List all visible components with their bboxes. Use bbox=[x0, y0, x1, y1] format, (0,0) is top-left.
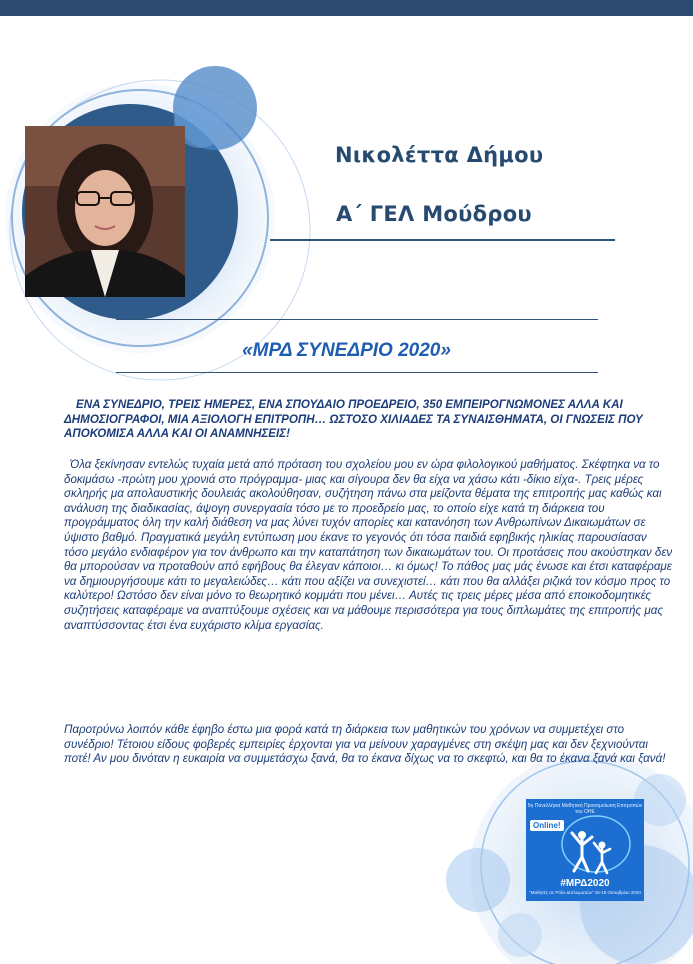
student-photo bbox=[25, 126, 185, 297]
conference-logo bbox=[526, 799, 644, 901]
title-rule-top bbox=[116, 319, 598, 320]
article-paragraph-2: Παροτρύνω λοιπόν κάθε έφηβο έστω μια φορά κατά τη διάρκεια των μαθητικών του χρόνων να συμμετέχει στο συνέδριο! Τέτοιου είδους φοβερές εμπειρίες έρχονται για να μείνουν χαραγμένες στη σκέψη μας και δεν ξεχνιούνται ποτέ! Αν μου δινόταν η ευκαιρία να συμμετάσχω ξανά, θα το έκανα δίχως να το σκεφτώ, και θα το έκανα ξανά και ξανά! bbox=[64, 723, 666, 766]
logo-hashtag: #ΜΡΔ2020 bbox=[560, 878, 610, 889]
header-divider bbox=[270, 239, 615, 241]
online-badge: Online! bbox=[530, 820, 564, 831]
portrait-image bbox=[25, 126, 185, 297]
logo-subtitle: "Μαθητές σε Ρόλο Διπλωματών" 16-18 Οκτωβρίου 2020 bbox=[529, 890, 641, 895]
article-paragraph-1: Όλα ξεκίνησαν εντελώς τυχαία μετά από πρόταση του σχολείου μου εν ώρα φιλολογικού μαθήματος. Σκέφτηκα να το δοκιμάσω -πρώτη μου χρονιά στο πρόγραμμα- μιας και σίγουρα δεν θα είχα να χάσω κάτι -δίκιο είχα-. Τρεις μέρες σκληρής μα απολαυστικής δουλειάς ακολούθησαν, συζήτηση πάνω στα μείζοντα θέματα της επιτροπής μας καθώς και ανάλυση της διαδικασίας, άψογη συνεργασία τόσο με το προεδρείο μας, το οποίο είχε κατά τη διάρκεια του προγράμματος όλη την καλή διάθεση να μας λύνει τυχόν απορίες και κατανόηση των Ανθρωπίνων Δικαιωμάτων σε ύψιστο βαθμό. Πραγματικά μεγάλη εντύπωση μου έκανε το γεγονός ότι τόσα παιδιά εφηβικής ηλικίας παρουσίασαν τόσο μεγάλο ενδιαφέρον για τον άνθρωπο και την καταπάτηση των δικαιωμάτων του. Οι προτάσεις που ακούστηκαν δεν θα μπορούσαν να προταθούν από εφήβους θα έλεγαν κάποιοι… κι όμως! Το πάθος μας μάς ένωσε και έτσι καταφέραμε να δημιουργήσουμε κάτι το μεγαλειώδες… κάτι που αξίζει να συνεχιστεί… κάτι που θα αλλάξει ριζικά τον κόσμο προς το καλύτερο! Ωστόσο δεν είναι μόνο το θεωρητικό κομμάτι που μένει… Αυτές τις τρεις μέρες μέσα από εποικοδομητικές συζητήσεις καταφέραμε να αναπτύξουμε σχέσεις και να μάθουμε περισσότερα για τους διπλωμάτες της επιτροπής μας αναπτύσσοντας έτσι ένα ευχάριστο κλίμα εργασίας. bbox=[64, 458, 673, 632]
title-rule-bottom bbox=[116, 372, 598, 373]
student-name: Νικολέττα Δήμου bbox=[335, 143, 544, 167]
article-intro: ΕΝΑ ΣΥΝΕΔΡΙΟ, ΤΡΕΙΣ ΗΜΕΡΕΣ, ΕΝΑ ΣΠΟΥΔΑΙΟ ΠΡΟΕΔΡΕΙΟ, 350 ΕΜΠΕΙΡΟΓΝΩΜΟΝΕΣ ΑΛΛΑ ΚΑΙ ΔΗΜΟΣΙΟΓΡΑΦΟΙ, ΜΙΑ ΑΞΙΟΛΟΓΗ ΕΠΙΤΡΟΠΗ… ΩΣΤΟΣΟ ΧΙΛΙΑΔΕΣ ΤΑ ΣΥΝΑΙΣΘΗΜΑΤΑ, ΟΙ ΓΝΩΣΕΙΣ ΠΟΥ ΑΠΟΚΟΜΙΣΑ ΑΛΛΑ ΚΑΙ ΟΙ ΑΝΑΜΝΗΣΕΙΣ! bbox=[64, 398, 643, 441]
school-name: Α΄ ΓΕΛ Μούδρου bbox=[336, 202, 532, 226]
event-title: «ΜΡΔ ΣΥΝΕΔΡΙΟ 2020» bbox=[242, 340, 451, 361]
logo-header-text: 5η Πανελλήνια Μαθητική Προσομοίωση Επιτροπών του ΟΗΕ bbox=[527, 803, 643, 815]
